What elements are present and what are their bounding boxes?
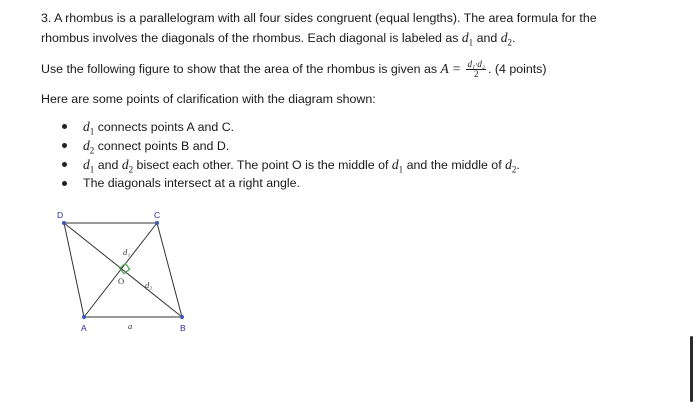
- diagonal-d2: [64, 223, 182, 317]
- fraction-denominator: 2: [473, 69, 479, 79]
- bullet-d2: $d_2$ connect points B and D.: [60, 136, 520, 155]
- label-D: D: [57, 210, 64, 220]
- rhombus-figure: [48, 205, 198, 340]
- question-line-2: rhombus involves the diagonals of the rhombus. Each diagonal is labeled as $d_1$ and $d_2$.: [41, 30, 516, 48]
- question-intro: A rhombus is a parallelogram with all four sides congruent (equal lengths). The area formula for the: [54, 11, 597, 25]
- label-B: B: [180, 323, 186, 333]
- bullet-right-angle: The diagonals intersect at a right angle.: [60, 174, 520, 193]
- label-a: a: [128, 321, 133, 331]
- d1-symbol: $d_1$: [461, 30, 474, 48]
- question-number: 3.: [41, 11, 52, 25]
- question-line-1: [41, 11, 597, 25]
- points-label: . (4 points): [487, 61, 547, 76]
- label-A: A: [81, 323, 87, 333]
- formula-lhs: A =: [440, 60, 461, 76]
- bullet-d1: $d_1$ connects points A and C.: [60, 117, 520, 136]
- fraction-numerator: d₁·d₂: [467, 59, 485, 69]
- clarification-list: [60, 117, 520, 193]
- bullet-bisect: $d_1$ and $d_2$ bisect each other. The point O is the middle of $d_1$ and the middle of $d_2$.: [60, 155, 520, 174]
- d2-symbol: $d_2$: [500, 30, 512, 48]
- area-fraction: [466, 60, 486, 79]
- label-C: C: [154, 210, 161, 220]
- label-d2: d₂: [145, 280, 153, 290]
- area-formula-line: Use the following figure to show that the area of the rhombus is given as A = $\frac{\text{d₁·d₂}}{2}$ . (4 points): [41, 59, 547, 79]
- label-O: O: [118, 276, 125, 286]
- vertical-scrollbar[interactable]: [690, 336, 693, 402]
- clarification-heading: Here are some points of clarification with the diagram shown:: [41, 92, 376, 106]
- label-d1: d₁: [123, 247, 131, 257]
